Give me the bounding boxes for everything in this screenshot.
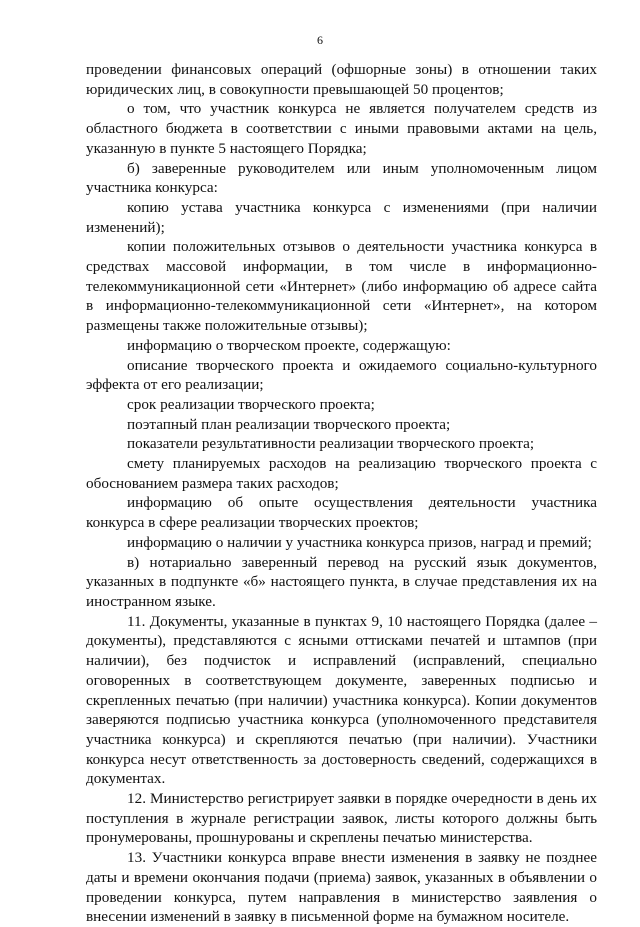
paragraph-awards-info: информацию о наличии у участника конкурса призов, наград и премий;	[127, 533, 592, 551]
paragraph-budget-statement: о том, что участник конкурса не является получателем средств из областного бюджета в соответствии с иными правовыми актами на цель, указанную в пункте 5 настоящего Порядка;	[86, 100, 597, 157]
paragraph-charter-copy: копию устава участника конкурса с изменениями (при наличии изменений);	[86, 198, 597, 236]
paragraph-subitem-v-translation: в) нотариально заверенный перевод на русский язык документов, указанных в подпункте «б» настоящего пункта, в случае представления их на иностранном языке.	[86, 553, 597, 610]
paragraph-project-info: информацию о творческом проекте, содержащую:	[127, 336, 451, 354]
page-number: 6	[317, 33, 323, 47]
paragraph-cost-estimate: смету планируемых расходов на реализацию творческого проекта с обоснованием размера таких расходов;	[86, 455, 597, 492]
paragraph-positive-reviews: копии положительных отзывов о деятельности участника конкурса в средствах массовой информации, в том числе в информационно-телекоммуникационной сети «Интернет» (либо информацию об адресе сайта в информационно-телекоммуникационной сети «Интернет», на котором размещены также положительные отзывы);	[86, 238, 597, 335]
document-body	[86, 60, 597, 927]
paragraph-project-indicators: показатели результативности реализации творческого проекта;	[127, 435, 535, 453]
paragraph-project-term: срок реализации творческого проекта;	[127, 395, 375, 413]
paragraph-section-13: 13. Участники конкурса вправе внести изменения в заявку не позднее даты и времени окончания подачи (приема) заявок, указанных в объявлении о проведении конкурса, путем направления в министерство заявления о внесении изменений в заявку в письменной форме на бумажном носителе.	[86, 849, 597, 926]
paragraph-subitem-b: б) заверенные руководителем или иным уполномоченным лицом участника конкурса:	[86, 159, 597, 197]
paragraph-section-11: 11. Документы, указанные в пунктах 9, 10 настоящего Порядка (далее – документы), представляются с ясными оттисками печатей и штампов (при наличии), без подчисток и исправлений (исправлений, специально оговоренных в соответствующем документе, заверенных подписью и скрепленных печатью (при наличии) участника конкурса). Копии документов заверяются подписью участника конкурса (уполномоченного представителя участника конкурса) и скрепляются печатью (при наличии). Участники конкурса несут ответственность за достоверность сведений, содержащихся в документах.	[86, 612, 597, 788]
paragraph-section-12: 12. Министерство регистрирует заявки в порядке очередности в день их поступления в журнале регистрации заявок, листы которого должны быть пронумерованы, прошнурованы и скреплены печатью министерства.	[86, 790, 597, 847]
paragraph-project-description: описание творческого проекта и ожидаемого социально-культурного эффекта от его реализации;	[86, 356, 597, 394]
paragraph-experience-info: информацию об опыте осуществления деятельности участника конкурса в сфере реализации творческих проектов;	[86, 494, 597, 532]
paragraph-continuation: проведении финансовых операций (офшорные зоны) в отношении таких юридических лиц, в совокупности превышающей 50 процентов;	[86, 61, 597, 98]
paragraph-project-plan: поэтапный план реализации творческого проекта;	[127, 415, 451, 433]
